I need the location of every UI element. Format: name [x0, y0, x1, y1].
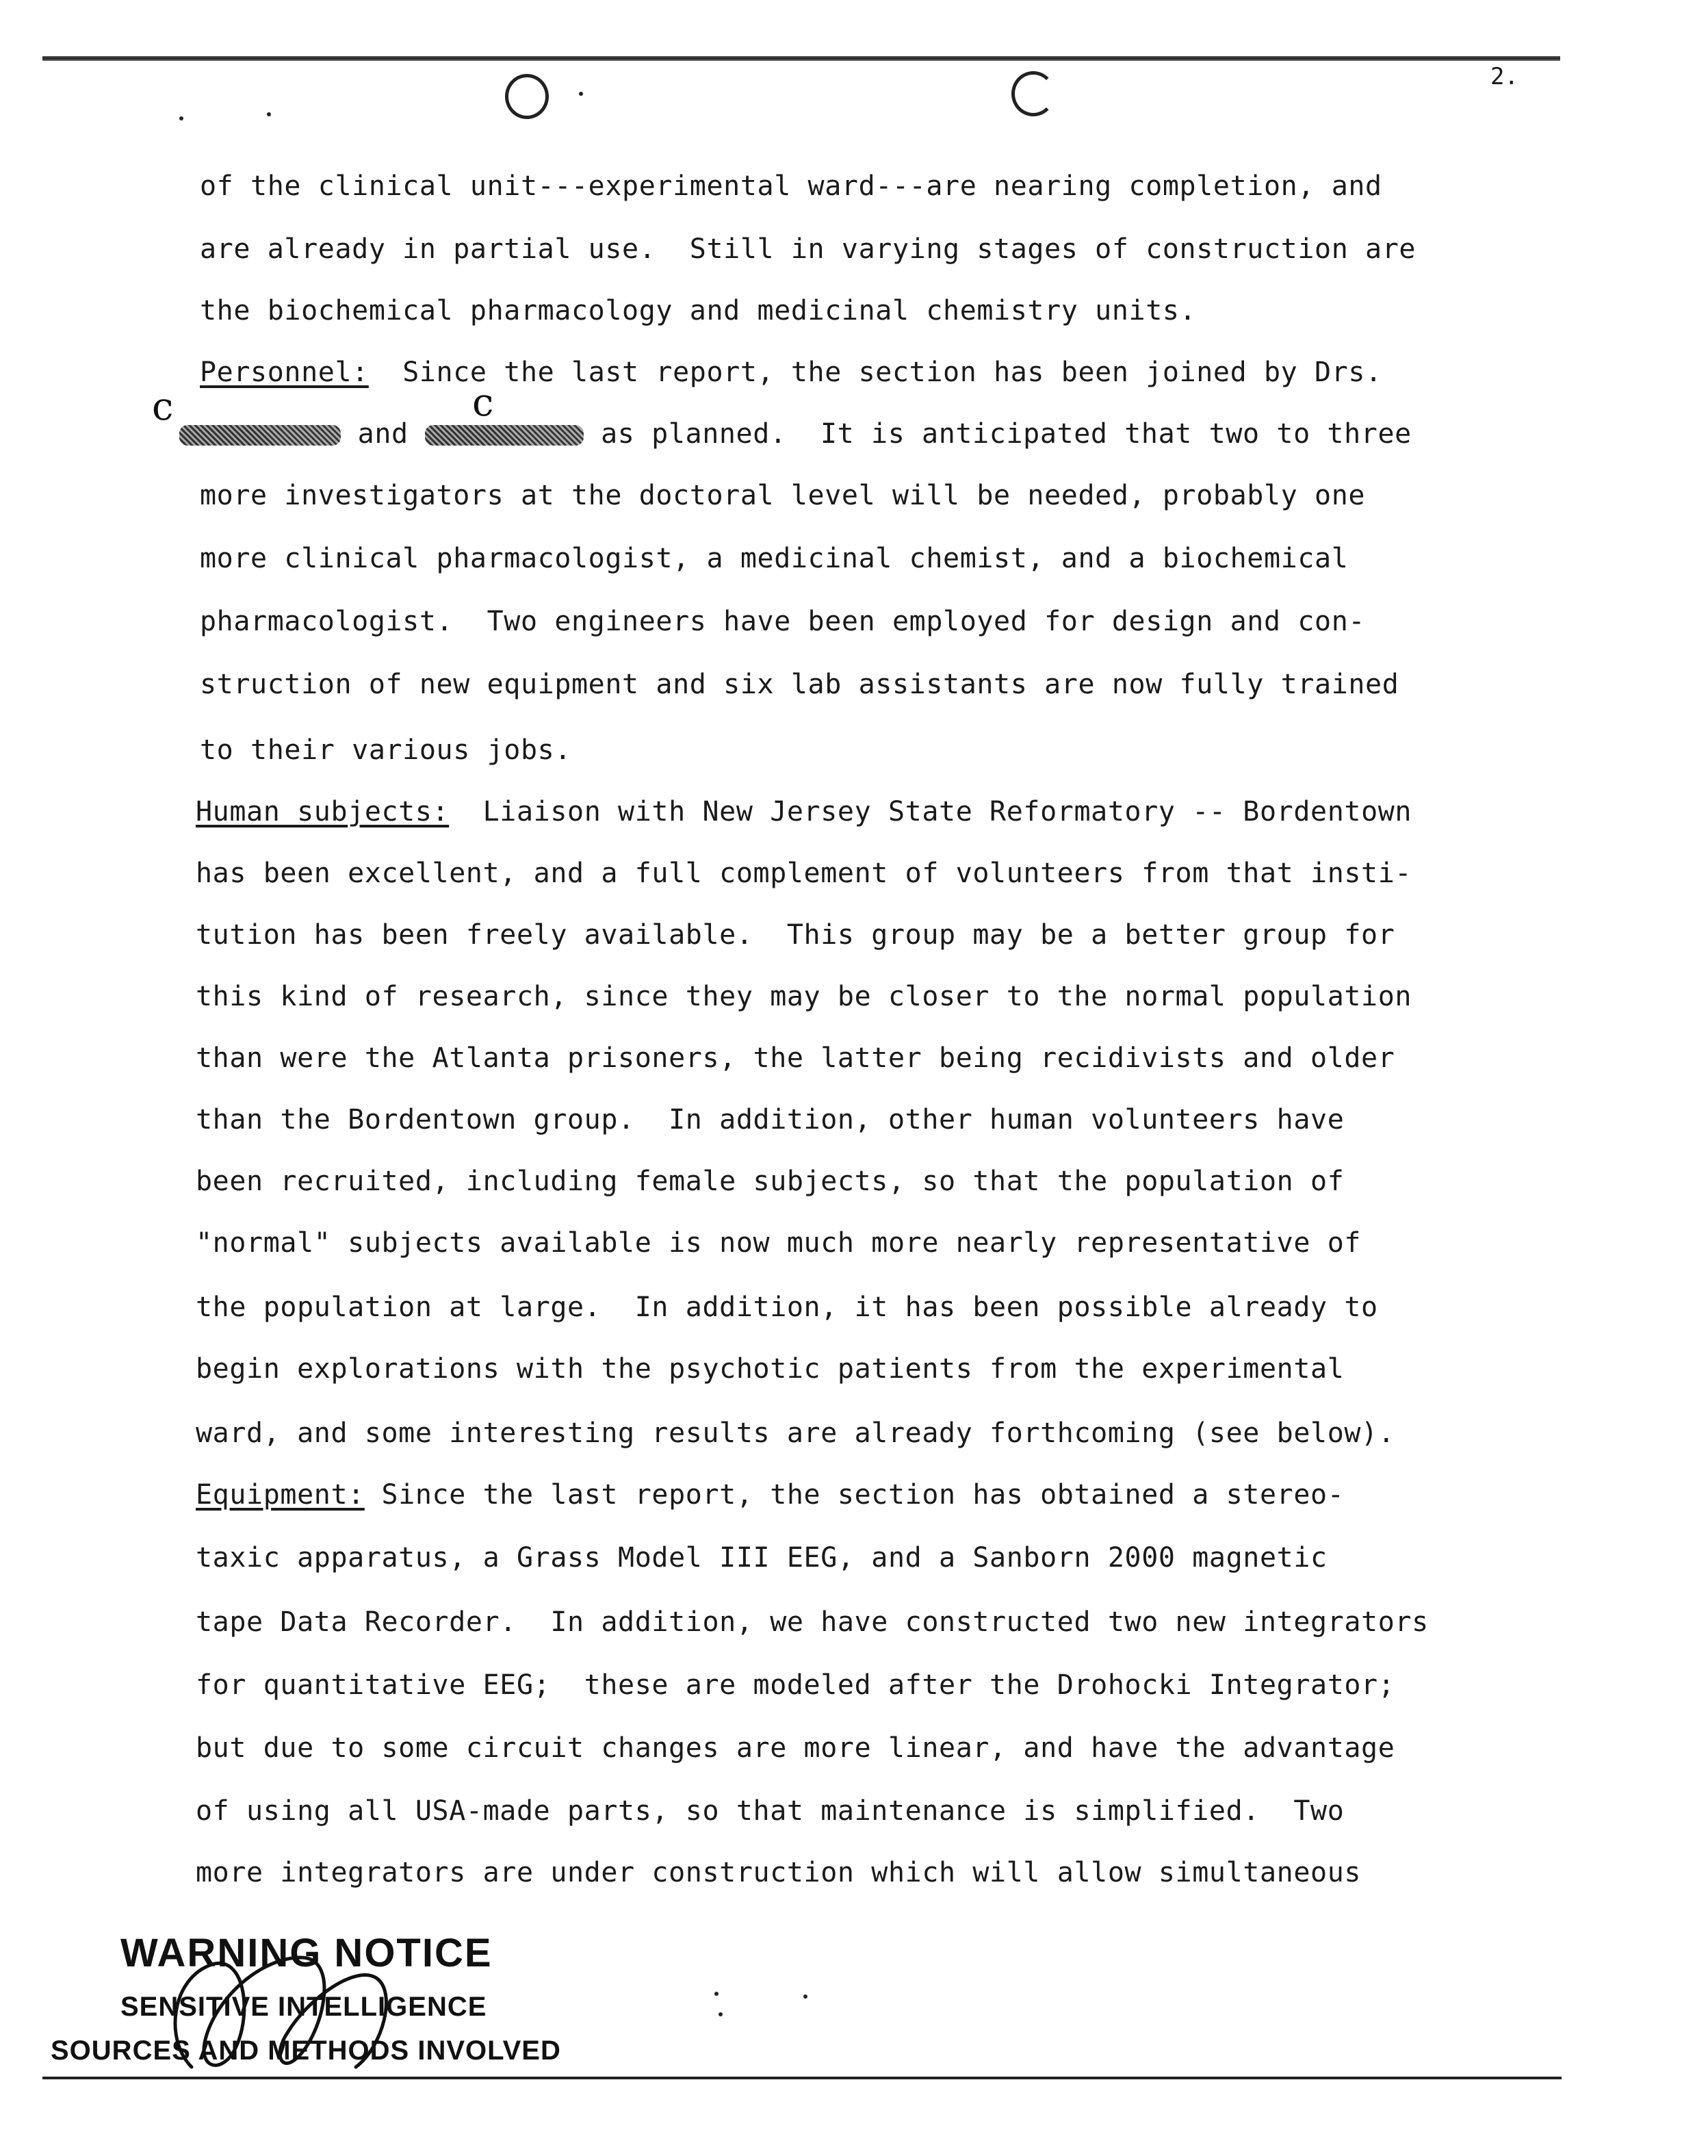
- text-line: begin explorations with the psychotic patients from the experimental: [196, 1353, 1345, 1385]
- text-line: been recruited, including female subjects, so that the population of: [196, 1166, 1345, 1197]
- ink-speck: [267, 112, 271, 116]
- text-line: more clinical pharmacologist, a medicinal chemist, and a biochemical: [200, 543, 1349, 574]
- text-line: than were the Atlanta prisoners, the latter being recidivists and older: [196, 1042, 1395, 1074]
- text-line: and as planned. It is anticipated that two to three: [179, 420, 1412, 448]
- text-line: more integrators are under construction which will allow simultaneous: [196, 1857, 1362, 1888]
- text-line: for quantitative EEG; these are modeled after the Drohocki Integrator;: [196, 1669, 1395, 1701]
- ink-speck: [179, 116, 183, 120]
- text-line: tape Data Recorder. In addition, we have constructed two new integrators: [196, 1606, 1429, 1638]
- text-line: has been excellent, and a full complement of volunteers from that insti-: [196, 858, 1412, 889]
- text-line: tution has been freely available. This group may be a better group for: [196, 919, 1395, 951]
- text-line: of using all USA-made parts, so that maintenance is simplified. Two: [196, 1795, 1345, 1827]
- handwritten-mark: c: [152, 385, 174, 429]
- text-line: this kind of research, since they may be closer to the normal population: [196, 981, 1412, 1012]
- text-line: are already in partial use. Still in varying stages of construction are: [200, 233, 1416, 265]
- ink-speck: [803, 1994, 807, 1999]
- handwritten-mark: c: [472, 381, 494, 425]
- ink-speck: [719, 2012, 723, 2016]
- text-line: "normal" subjects available is now much more nearly representative of: [196, 1227, 1362, 1259]
- text-line: the population at large. In addition, it has been possible already to: [196, 1292, 1378, 1323]
- ink-speck: [714, 1992, 719, 1996]
- stamp-sources-and-methods: SOURCES AND METHODS INVOLVED: [51, 2036, 561, 2066]
- text-line: pharmacologist. Two engineers have been employed for design and con-: [200, 606, 1366, 637]
- ink-speck: [579, 92, 583, 96]
- punch-hole-icon: [505, 74, 549, 119]
- text-line: the biochemical pharmacology and medicinal chemistry units.: [200, 295, 1197, 326]
- stamp-warning-notice: WARNING NOTICE: [120, 1931, 493, 1975]
- section-heading-equipment: Equipment:: [196, 1479, 365, 1511]
- top-border-rule: [42, 56, 1560, 61]
- text-line: struction of new equipment and six lab assistants are now fully trained: [200, 669, 1399, 700]
- redacted-name: [425, 425, 584, 446]
- redacted-name: [179, 425, 341, 446]
- section-heading-personnel: Personnel:: [200, 357, 369, 388]
- section-heading-human-subjects: Human subjects:: [196, 796, 450, 827]
- page-number: 2.: [1490, 63, 1518, 90]
- text-line: Human subjects: Liaison with New Jersey State Reformatory -- Bordentown: [196, 796, 1412, 827]
- text-line: to their various jobs.: [200, 734, 572, 766]
- text-line: taxic apparatus, a Grass Model III EEG, and a Sanborn 2000 magnetic: [196, 1542, 1328, 1574]
- text-line: ward, and some interesting results are already forthcoming (see below).: [196, 1417, 1395, 1449]
- text-line: Equipment: Since the last report, the section has obtained a stereo-: [196, 1479, 1345, 1511]
- text-line: than the Bordentown group. In addition, other human volunteers have: [196, 1104, 1345, 1135]
- bottom-border-rule: [42, 2077, 1562, 2079]
- punch-hole-icon: [1011, 71, 1055, 116]
- text-line: of the clinical unit---experimental ward---are nearing completion, and: [200, 170, 1382, 202]
- stamp-sensitive-intelligence: SENSITIVE INTELLIGENCE: [120, 1992, 487, 2022]
- text-line: Personnel: Since the last report, the section has been joined by Drs.: [200, 357, 1382, 388]
- text-line: more investigators at the doctoral level will be needed, probably one: [200, 480, 1366, 511]
- handwritten-signature-icon: [151, 1937, 452, 2074]
- text-line: but due to some circuit changes are more linear, and have the advantage: [196, 1732, 1395, 1764]
